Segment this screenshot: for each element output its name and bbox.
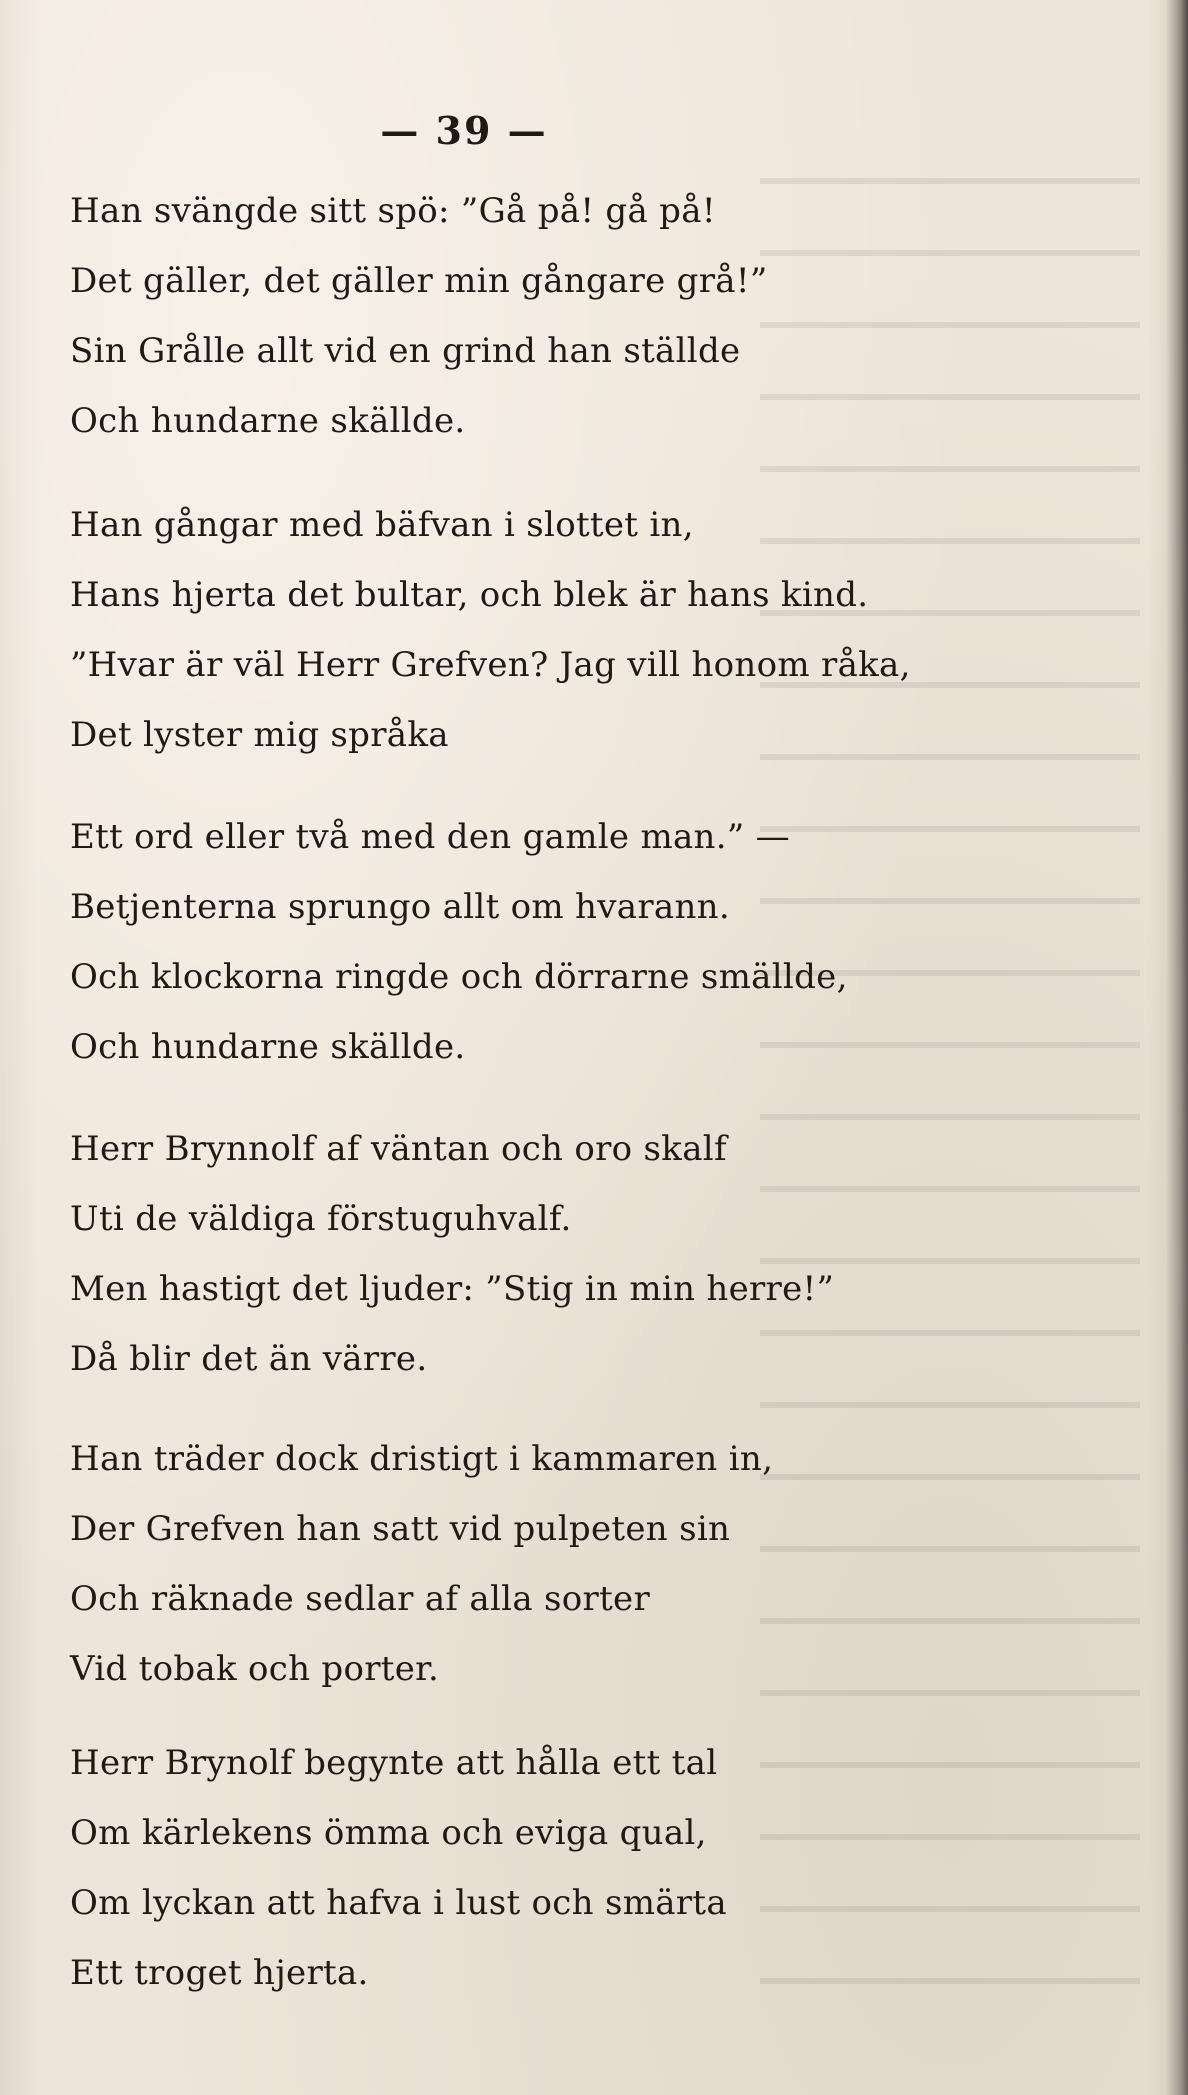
verse-line: Sin Grålle allt vid en grind han ställde: [70, 331, 741, 371]
verse-line: Han träder dock dristigt i kammaren in,: [70, 1439, 774, 1479]
verse-line: Och räknade sedlar af alla sorter: [70, 1579, 651, 1619]
verse-line: Och hundarne skällde.: [70, 401, 466, 441]
verse-line: Han gångar med bäfvan i slottet in,: [70, 505, 694, 545]
verse-line: Ett troget hjerta.: [70, 1953, 369, 1993]
stanza-1: [70, 176, 890, 456]
verse-line: Herr Brynolf begynte att hålla ett tal: [70, 1743, 718, 1783]
stanza-5: [70, 1424, 890, 1704]
verse-line: Hans hjerta det bultar, och blek är hans kind.: [70, 575, 869, 615]
verse-line: Och hundarne skällde.: [70, 1027, 466, 1067]
verse-line: Betjenterna sprungo allt om hvarann.: [70, 887, 730, 927]
verse-line: Men hastigt det ljuder: ”Stig in min herre!”: [70, 1269, 835, 1309]
verse-line: Han svängde sitt spö: ”Gå på! gå på!: [70, 191, 716, 231]
stanza-4: [70, 1114, 890, 1394]
verse-line: Och klockorna ringde och dörrarne smällde,: [70, 957, 848, 997]
stanza-6: [70, 1728, 890, 2008]
page-number: — 39 —: [380, 108, 548, 153]
verse-line: Vid tobak och porter.: [70, 1649, 440, 1689]
verse-line: Om lyckan att hafva i lust och smärta: [70, 1883, 727, 1923]
verse-line: Ett ord eller två med den gamle man.” —: [70, 817, 790, 857]
verse-line: ”Hvar är väl Herr Grefven? Jag vill honom råka,: [70, 645, 911, 685]
verse-line: Om kärlekens ömma och eviga qual,: [70, 1813, 707, 1853]
stanza-2: [70, 490, 911, 770]
verse-line: Herr Brynnolf af väntan och oro skalf: [70, 1129, 727, 1169]
stanza-3: [70, 802, 890, 1082]
verse-line: Der Grefven han satt vid pulpeten sin: [70, 1509, 731, 1549]
verse-line: Då blir det än värre.: [70, 1339, 428, 1379]
verse-line: Det lyster mig språka: [70, 715, 449, 755]
verse-line: Det gäller, det gäller min gångare grå!”: [70, 261, 768, 301]
verse-line: Uti de väldiga förstuguhvalf.: [70, 1199, 572, 1239]
